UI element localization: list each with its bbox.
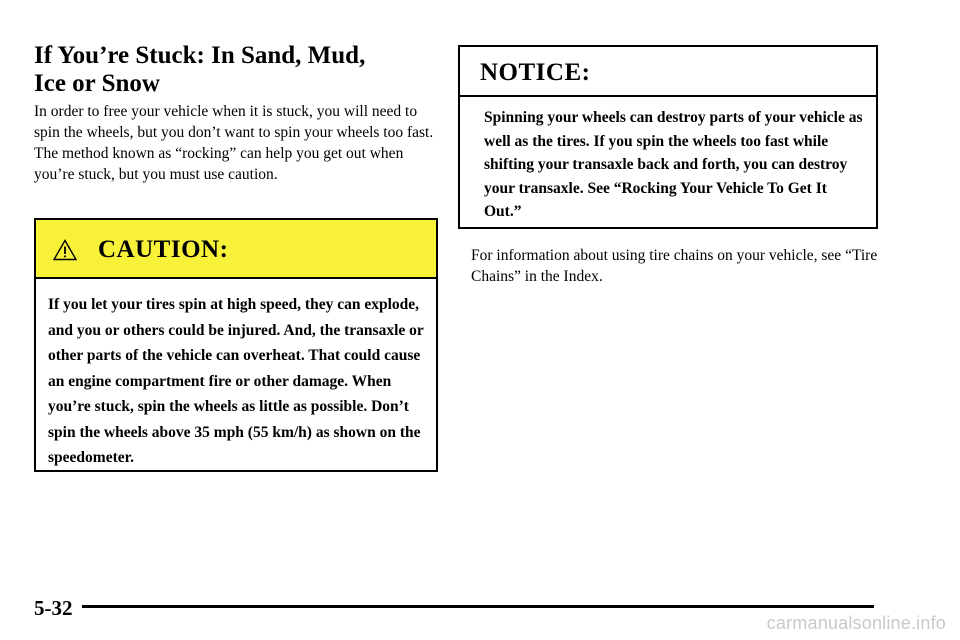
notice-label: NOTICE:	[480, 59, 591, 86]
caution-label: CAUTION:	[98, 236, 229, 263]
caution-text: If you let your tires spin at high speed, they can explode, and you or others could be injured. And, the transaxle or other parts of the vehicle can overheat. That could cause an engine compartment fire or other damage. When you’re stuck, spin the wheels as little as possible. Don’t spin the wheels above 35 mph (55 km/h) as shown on the speedometer.	[48, 296, 424, 466]
watermark: carmanualsonline.info	[766, 613, 946, 633]
page-number: 5-32	[34, 596, 73, 620]
caution-box	[34, 218, 438, 472]
tire-chains-paragraph: For information about using tire chains on your vehicle, see “Tire Chains” in the Index.	[471, 247, 878, 285]
notice-box	[458, 45, 878, 229]
warning-triangle-icon	[53, 239, 77, 261]
footer-rule	[82, 605, 874, 608]
caution-header	[36, 220, 436, 279]
section-heading: If You’re Stuck: In Sand, Mud, Ice or Snow	[34, 42, 366, 97]
notice-header	[460, 47, 876, 97]
intro-paragraph: In order to free your vehicle when it is stuck, you will need to spin the wheels, but you don’t want to spin your wheels too fast. The method known as “rocking” can help you get out when you’re stuck, but you must use caution.	[34, 103, 434, 183]
notice-text: Spinning your wheels can destroy parts of your vehicle as well as the tires. If you spin the wheels too fast while shifting your transaxle back and forth, you can destroy your transaxle. See “Rocking Your Vehicle To Get It Out.”	[484, 109, 863, 220]
